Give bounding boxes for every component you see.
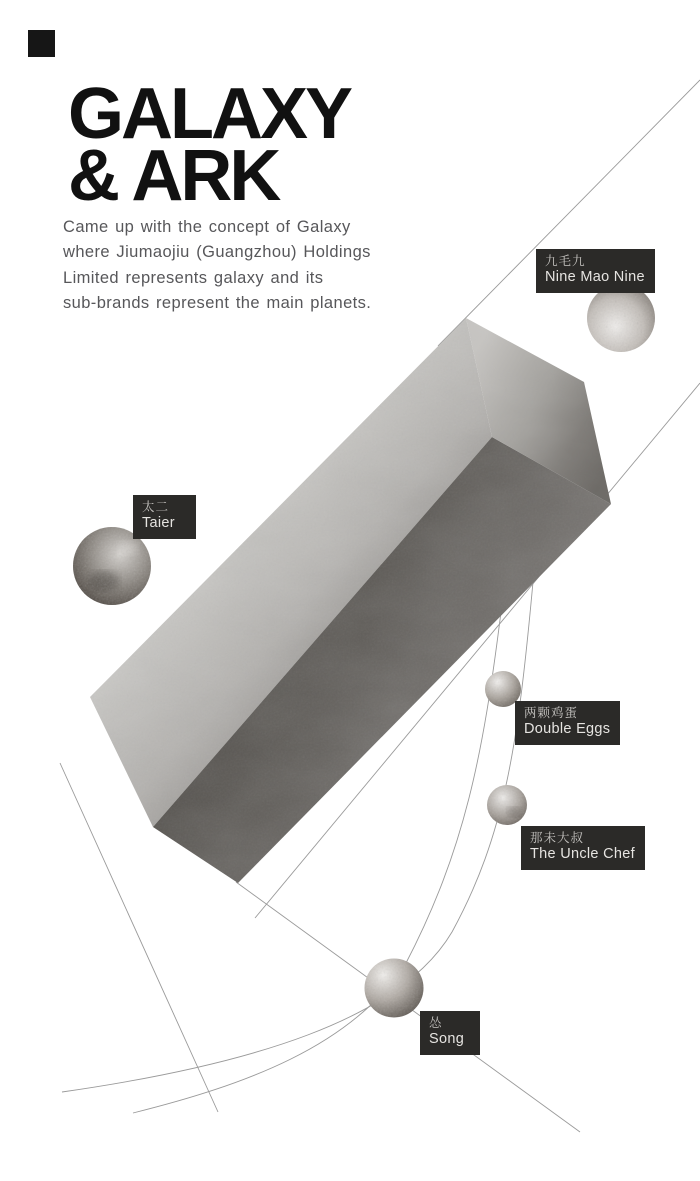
title-line-2: & ARK — [68, 136, 279, 216]
label-zh-text: 九毛九 — [545, 254, 586, 268]
label-song — [420, 1011, 480, 1055]
brand-square-mark — [28, 30, 55, 57]
label-en-text: Double Eggs — [524, 721, 611, 737]
label-uncle-chef — [521, 826, 645, 870]
intro-line: where Jiumaojiu (Guangzhou) Holdings — [63, 243, 371, 262]
label-en-text: Song — [429, 1031, 465, 1047]
label-zh-text: 太二 — [142, 500, 170, 514]
planet-grain — [365, 959, 424, 1018]
label-en-text: The Uncle Chef — [530, 846, 635, 862]
label-double-eggs — [515, 701, 620, 745]
label-en-text: Taier — [142, 515, 175, 531]
label-zh-text: 那未大叔 — [530, 831, 585, 845]
label-zh-text: 两颗鸡蛋 — [524, 706, 579, 720]
planet-grain — [487, 785, 527, 825]
intro-line: sub-brands represent the main planets. — [63, 293, 372, 312]
concrete-monolith — [90, 318, 611, 883]
label-nine-mao-nine — [536, 249, 655, 293]
intro-line: Came up with the concept of Galaxy — [63, 218, 351, 236]
label-en-text: Nine Mao Nine — [545, 269, 645, 285]
label-zh-text: 怂 — [429, 1016, 443, 1030]
intro-text — [63, 215, 413, 316]
intro-line: Limited represents galaxy and its — [63, 268, 324, 287]
planet-grain — [587, 284, 655, 352]
label-taier — [133, 495, 196, 539]
page-title — [68, 74, 351, 216]
title-line-1: GALAXY — [68, 74, 351, 154]
guide-line-top-right — [438, 80, 700, 346]
